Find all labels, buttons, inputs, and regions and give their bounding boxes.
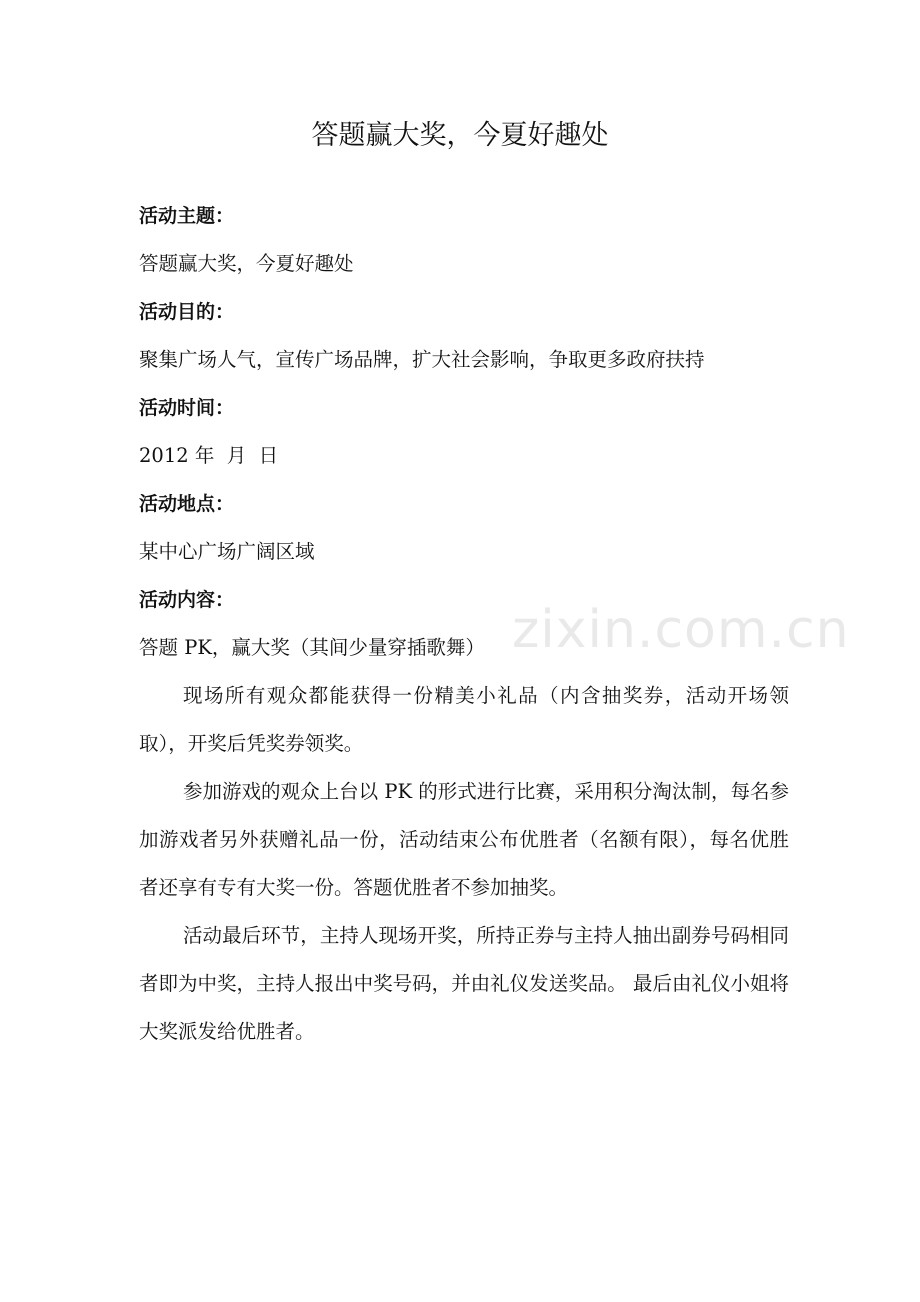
section-text-theme: 答题赢大奖，今夏好趣处	[139, 252, 354, 275]
section-text-content: 答题 PK，赢大奖（其间少量穿插歌舞）	[139, 636, 485, 659]
page-title: 答题赢大奖，今夏好趣处	[311, 120, 609, 151]
section-heading-theme: 活动主题：	[139, 205, 235, 227]
section-text-location: 某中心广场广阔区域	[139, 540, 315, 563]
section-heading-location: 活动地点：	[139, 493, 235, 515]
section-heading-time: 活动时间：	[139, 397, 235, 419]
section-heading-content: 活动内容：	[139, 589, 235, 611]
paragraph-game-rules: 参加游戏的观众上台以 PK 的形式进行比赛，采用积分淘汰制，每名参加游戏者另外获赠礼品一份，活动结束公布优胜者（名额有限），每名优胜者还享有专有大奖一份。答题优胜者不参加抽奖。	[139, 780, 789, 899]
paragraph-prize-draw: 活动最后环节，主持人现场开奖，所持正券与主持人抽出副券号码相同者即为中奖，主持人报出中奖号码，并由礼仪发送奖品。 最后由礼仪小姐将大奖派发给优胜者。	[139, 924, 789, 1043]
document-body	[139, 192, 789, 1056]
watermark: zixin.com.cn	[512, 600, 850, 660]
section-heading-purpose: 活动目的：	[139, 301, 235, 323]
section-text-purpose: 聚集广场人气，宣传广场品牌，扩大社会影响，争取更多政府扶持	[139, 348, 705, 371]
paragraph-gifts: 现场所有观众都能获得一份精美小礼品（内含抽奖券，活动开场领取），开奖后凭奖券领奖。	[139, 684, 789, 755]
section-text-time: 2012 年 月 日	[139, 444, 279, 467]
